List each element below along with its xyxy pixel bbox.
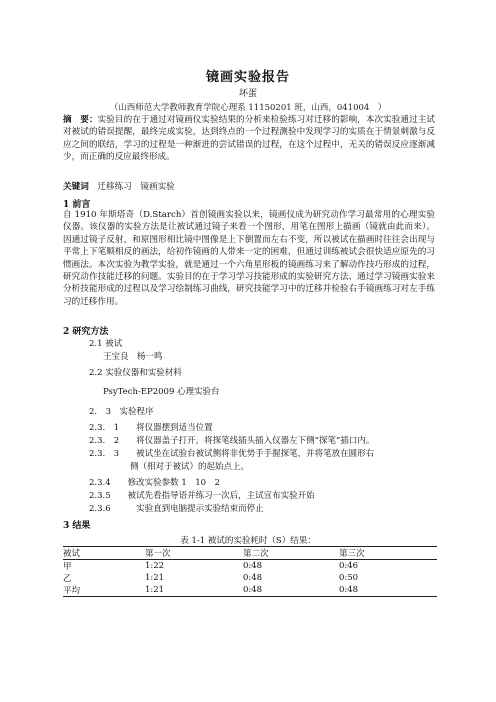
table-cell: 0:48 xyxy=(243,561,263,571)
procedure-step: 2.3. 2 将仪器盖子打开，将探笔线插头插入仪器左下侧“探笔”插口内。 xyxy=(89,436,375,446)
procedure-step: 2.3.4 修改实验参数 1 10 2 xyxy=(89,478,220,488)
results-table xyxy=(63,546,437,597)
table-row xyxy=(63,584,437,597)
table-cell: 0:48 xyxy=(243,585,263,595)
author-name: 坏蛋 xyxy=(238,89,257,99)
section-3-heading: 3 结果 xyxy=(63,521,91,531)
keywords-label: 关键词 xyxy=(63,182,89,192)
abstract-paragraph xyxy=(63,114,435,164)
abstract-text: 实验目的在于通过对镜画仪实验结果的分析来检验练习对迁移的影响，本次实验通过主试对被试的错误提醒，最终完成实验，达到终点的一个过程测验中发现学习的实质在于情景刺激与反应之间的联结，学习的过程是一种渐进的尝试错误的过程，在这个过程中，无关的错误反应逐渐减少，而正确的反应最终形成。 xyxy=(63,115,435,163)
abstract-label: 摘 要： xyxy=(63,115,98,125)
table-header-cell: 第一次 xyxy=(145,549,171,559)
table-row xyxy=(63,572,437,584)
section-1-paragraph: 自 1910 年斯塔奇（D.Starch）首创镜画实验以来，镜画仪成为研究动作学习最常用的心理实验仪器。该仪器的实验方法是让被试通过镜子来看一个图形，用笔在图形上描画（镜就由此而来）。因通过镜子反射，和原图形相比镜中图像是上下倒置而左右不变，所以被试在描画时往往会出现与平常上下笔顺相反的画法，给初作镜画的人带来一定的困难，但通过训练被试会很快适应原先的习惯画法。本次实验为教学实验，就是通过一个六角星形板的镜画练习来了解动作技巧形成的过程，研究动作技能迁移的问题。实验目的在于学习学习技能形成的实验研究方法、通过学习镜画实验来分析技能形成的过程以及学习绘制练习曲线，研究技能学习中的迁移并检验右手镜画练习对左手练习的迁移作用。 xyxy=(63,210,435,307)
table-header-cell: 第二次 xyxy=(243,549,269,559)
procedure-step-continuation: 侧（相对于被试）的起始点上。 xyxy=(130,462,250,472)
keywords-line xyxy=(63,181,435,193)
table-cell: 0:48 xyxy=(243,573,263,583)
table-caption: 表 1-1 被试的实验耗时（S）结果： xyxy=(180,536,316,546)
table-cell: 甲 xyxy=(63,562,72,572)
procedure-step: 2.3. 1 将仪器摆到适当位置 xyxy=(89,423,213,433)
section-2-heading: 2 研究方法 xyxy=(63,327,109,337)
table-cell: 0:46 xyxy=(339,561,359,571)
apparatus-name: PsyTech-EP2009 心理实验台 xyxy=(103,387,220,397)
table-cell: 1:21 xyxy=(145,585,165,595)
table-cell: 0:48 xyxy=(339,585,359,595)
table-header-row xyxy=(63,547,437,560)
subjects-names: 王宝良 杨一鸣 xyxy=(103,352,163,362)
table-cell: 1:21 xyxy=(145,573,165,583)
table-header-cell: 被试 xyxy=(63,549,81,559)
subsection-2-1-heading: 2.1 被试 xyxy=(89,339,123,349)
section-1-heading: 1 前言 xyxy=(63,200,91,210)
document-title: 镜画实验报告 xyxy=(205,70,290,85)
table-cell: 乙 xyxy=(63,574,72,584)
table-row xyxy=(63,560,437,573)
procedure-step: 2.3.5 被试先看指导语并练习一次后，主试宣布实验开始 xyxy=(89,491,315,501)
table-header-cell: 第三次 xyxy=(339,549,365,559)
subsection-2-2-heading: 2.2 实验仪器和实验材料 xyxy=(89,368,182,378)
author-affiliation: （山西师范大学教师教育学院心理系 11150201 班，山西，041004 ） xyxy=(109,103,387,113)
procedure-step: 2.3. 3 被试坐在试验台被试侧将非优势手手握探笔，并将笔放在圆形右 xyxy=(89,449,375,459)
subsection-2-3-heading: 2. 3 实验程序 xyxy=(89,407,154,417)
table-cell: 1:22 xyxy=(145,561,165,571)
table-cell: 平均 xyxy=(63,586,81,596)
keywords-text: 迁移练习 镜画实验 xyxy=(97,182,175,192)
procedure-step: 2.3.6 实验直到电脑提示实验结束而停止 xyxy=(89,504,264,514)
table-cell: 0:50 xyxy=(339,573,359,583)
